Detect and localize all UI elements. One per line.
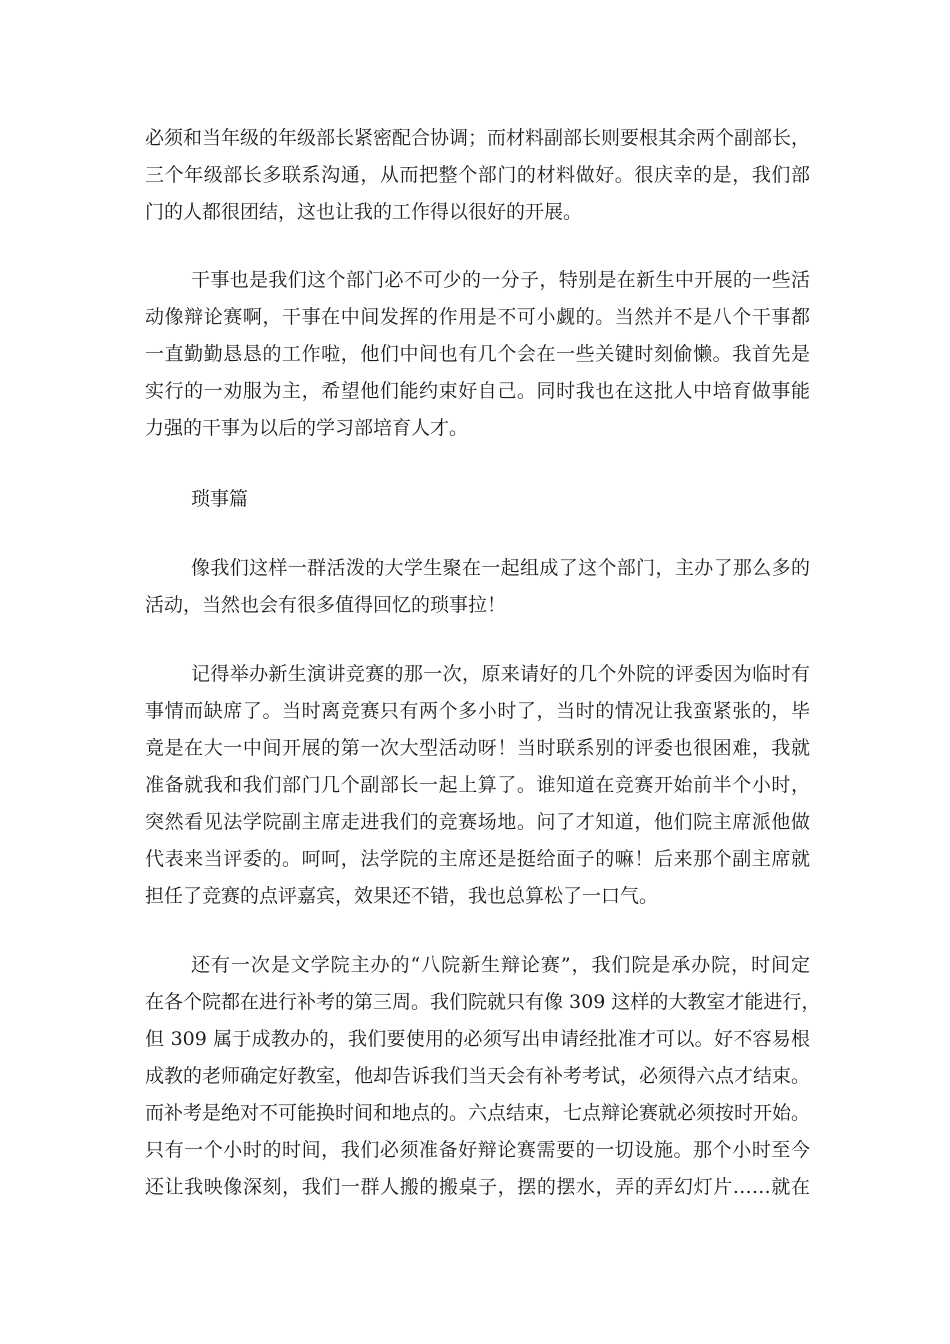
section-heading-text: 琐事篇 — [191, 488, 249, 510]
text-line: 担任了竞赛的点评嘉宾，效果还不错，我也总算松了一口气。 — [145, 885, 659, 907]
text-line: 记得举办新生演讲竞赛的那一次，原来请好的几个外院的评委因为临时有 — [191, 663, 810, 685]
text-line: 而补考是绝对不可能换时间和地点的。六点结束，七点辩论赛就必须按时开始。 — [145, 1102, 811, 1124]
text-line: 突然看见法学院副主席走进我们的竞赛场地。问了才知道，他们院主席派他做 — [145, 811, 810, 833]
text-line: 三个年级部长多联系沟通，从而把整个部门的材料做好。很庆幸的是，我们部 — [145, 164, 810, 186]
text-line: 还有一次是文学院主办的“八院新生辩论赛”，我们院是承办院，时间定 — [191, 954, 810, 976]
text-line: 像我们这样一群活泼的大学生聚在一起组成了这个部门，主办了那么多的 — [191, 557, 810, 579]
text-line: 在各个院都在进行补考的第三周。我们院就只有像 309 这样的大教室才能进行， — [145, 991, 821, 1013]
text-line: 必须和当年级的年级部长紧密配合协调；而材料副部长则要根其余两个副部长， — [145, 127, 811, 149]
text-line: 实行的一劝服为主，希望他们能约束好自己。同时我也在这批人中培育做事能 — [145, 380, 810, 402]
text-line: 但 309 属于成教办的，我们要使用的必须写出申请经批准才可以。好不容易根 — [145, 1028, 810, 1050]
text-line: 门的人都很团结，这也让我的工作得以很好的开展。 — [145, 201, 583, 223]
section-heading — [145, 481, 810, 518]
text-line: 事情而缺席了。当时离竞赛只有两个多小时了，当时的情况让我蛮紧张的，毕 — [145, 700, 810, 722]
text-line: 一直勤勤恳恳的工作啦，他们中间也有几个会在一些关键时刻偷懒。我首先是 — [145, 343, 810, 365]
text-line: 还让我映像深刻，我们一群人搬的搬桌子，摆的摆水，弄的弄幻灯片……就在 — [145, 1176, 810, 1198]
paragraph-4 — [145, 656, 810, 915]
text-line: 干事也是我们这个部门必不可少的一分子，特别是在新生中开展的一些活 — [191, 269, 810, 291]
paragraph-2 — [145, 262, 810, 447]
text-line: 准备就我和我们部门几个副部长一起上算了。谁知道在竞赛开始前半个小时， — [145, 774, 810, 796]
text-line: 活动，当然也会有很多值得回忆的琐事拉！ — [145, 594, 507, 616]
paragraph-5 — [145, 947, 821, 1206]
text-line: 竟是在大一中间开展的第一次大型活动呀！当时联系别的评委也很困难，我就 — [145, 737, 810, 759]
text-line: 只有一个小时的时间，我们必须准备好辩论赛需要的一切设施。那个小时至今 — [145, 1139, 810, 1161]
paragraph-3 — [145, 550, 810, 624]
text-line: 动像辩论赛啊，干事在中间发挥的作用是不可小觑的。当然并不是八个干事都 — [145, 306, 810, 328]
text-line: 成教的老师确定好教室，他却告诉我们当天会有补考考试，必须得六点才结束。 — [145, 1065, 811, 1087]
text-line: 力强的干事为以后的学习部培育人才。 — [145, 417, 469, 439]
text-line: 代表来当评委的。呵呵，法学院的主席还是挺给面子的嘛！后来那个副主席就 — [145, 848, 810, 870]
paragraph-1 — [145, 120, 810, 231]
